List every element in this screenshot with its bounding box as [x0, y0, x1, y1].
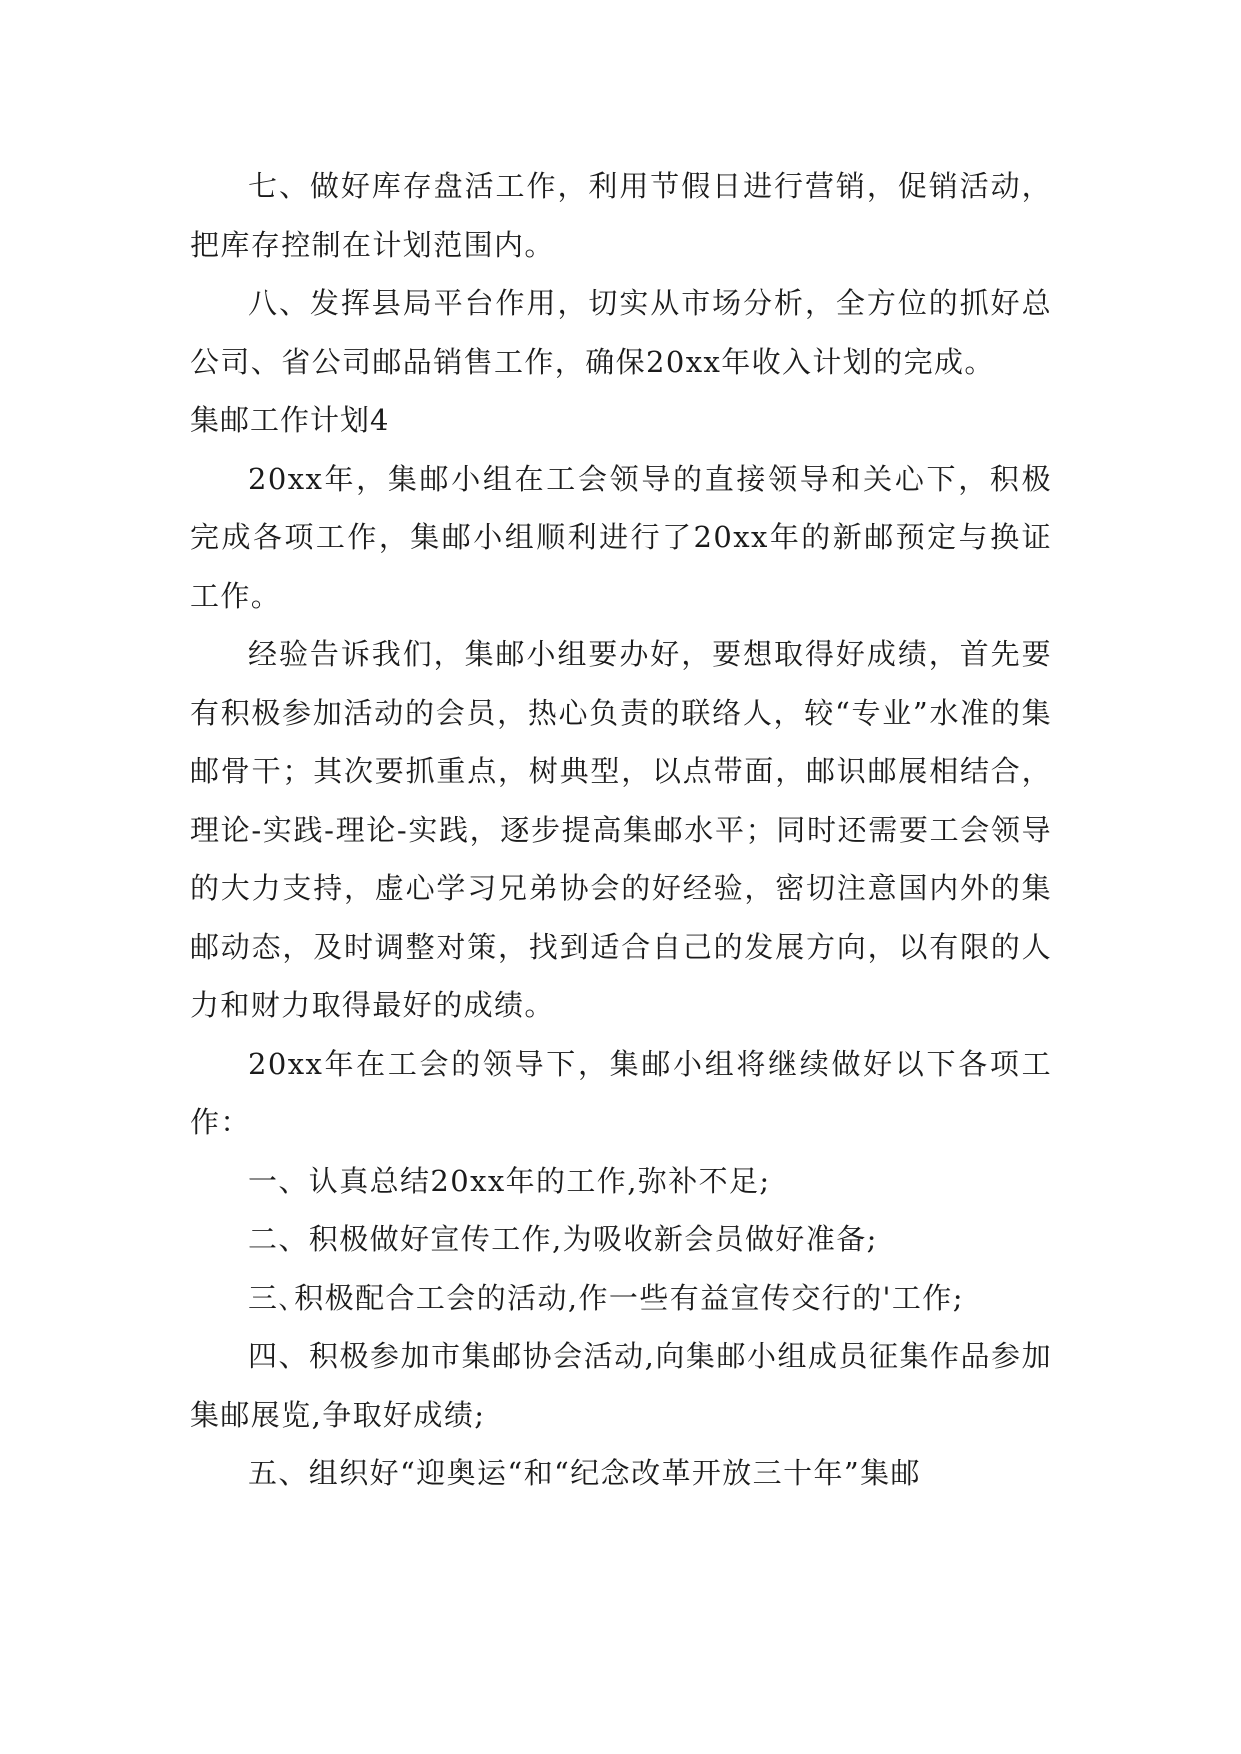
section-heading: 集邮工作计划4 [190, 403, 390, 437]
paragraph-plan-intro: 20xx年在工会的领导下，集邮小组将继续做好以下各项工作： [190, 1046, 1052, 1139]
plan-item-three: 三､积极配合工会的活动,作一些有益宣传交行的'工作; [248, 1280, 964, 1315]
document-body [190, 157, 1052, 1503]
plan-item-one: 一、认真总结20xx年的工作,弥补不足; [248, 1163, 771, 1198]
plan-item-four: 四、积极参加市集邮协会活动,向集邮小组成员征集作品参加集邮展览,争取好成绩; [190, 1339, 1052, 1432]
paragraph-item-eight: 八、发挥县局平台作用，切实从市场分析，全方位的抓好总公司、省公司邮品销售工作，确保20xx年收入计划的完成。 [190, 286, 1052, 379]
plan-item-two: 二、积极做好宣传工作,为吸收新会员做好准备; [248, 1222, 878, 1256]
plan-item-five: 五、组织好“迎奥运“和“纪念改革开放三十年”集邮 [248, 1456, 921, 1490]
paragraph-experience: 经验告诉我们，集邮小组要办好，要想取得好成绩，首先要有积极参加活动的会员，热心负责的联络人，较“专业”水准的集邮骨干；其次要抓重点，树典型，以点带面，邮识邮展相结合，理论-实践-理论-实践，逐步提高集邮水平；同时还需要工会领导的大力支持，虚心学习兄弟协会的好经验，密切注意国内外的集邮动态，及时调整对策，找到适合自己的发展方向，以有限的人力和财力取得最好的成绩。 [190, 637, 1052, 1022]
paragraph-item-seven: 七、做好库存盘活工作，利用节假日进行营销，促销活动，把库存控制在计划范围内。 [190, 169, 1052, 262]
paragraph-intro: 20xx年，集邮小组在工会领导的直接领导和关心下，积极完成各项工作，集邮小组顺利进行了20xx年的新邮预定与换证工作。 [190, 461, 1052, 613]
